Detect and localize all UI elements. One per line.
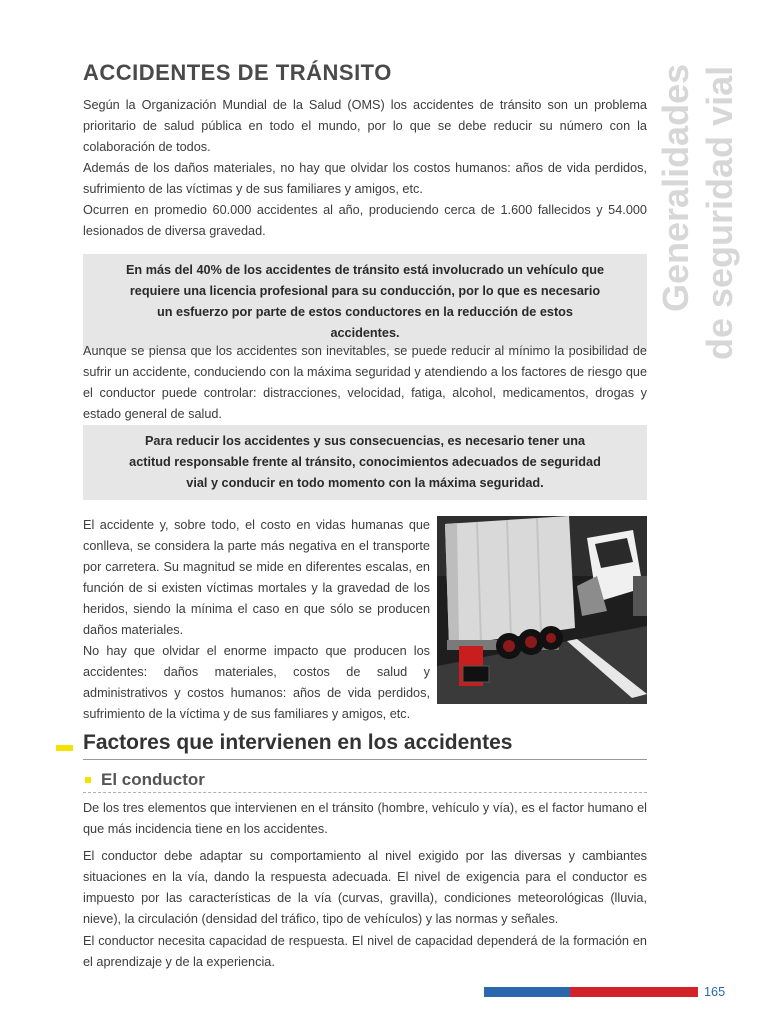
- truck-accident-photo: [437, 516, 647, 704]
- subsection-bullet: [85, 777, 91, 783]
- paragraph-human-cost: El accidente y, sobre todo, el costo en vidas humanas que conlleva, se considera la parte más negativa en el transporte por carretera. Su magnitud se mide en diferentes escalas, en función de si existen víctimas mortales y la gravedad de los heridos, siendo la mínima el caso en que sólo se producen daños materiales.: [83, 518, 430, 637]
- section-divider: [83, 759, 647, 760]
- side-section-title: [655, 48, 752, 368]
- intro-paragraph-1: Según la Organización Mundial de la Salud (OMS) los accidentes de tránsito son un problema prioritario de salud pública en todo el mundo, por lo que se debe reducir su número con la colaboración de todos.: [83, 98, 647, 154]
- callout-professional-license: En más del 40% de los accidentes de tránsito está involucrado un vehículo que requiere una licencia profesional para su conducción, por lo que es necesario un esfuerzo por parte de estos conductores en la reducción de estos accidentes.: [83, 254, 647, 350]
- paragraph-driver-behavior: El conductor debe adaptar su comportamiento al nivel exigido por las diversas y cambiantes situaciones en la vía, dando la respuesta adecuada. El nivel de exigencia para el conductor es impuesto por las características de la vía (curvas, gravilla), condiciones meteorológicas (lluvia, nieve), la circulación (densidad del tráfico, tipo de vehículos) y las normas y señales.: [83, 849, 647, 926]
- intro-paragraph-3: Ocurren en promedio 60.000 accidentes al año, produciendo cerca de 1.600 fallecidos y 54.000 lesionados de diversa gravedad.: [83, 203, 647, 238]
- subsection-title: El conductor: [101, 770, 205, 789]
- subsection-divider: [83, 792, 647, 793]
- footer-color-bar: [484, 987, 698, 997]
- side-title-line2: de seguridad vial: [699, 65, 740, 360]
- section-marker: [56, 745, 73, 751]
- intro-paragraph-2: Además de los daños materiales, no hay que olvidar los costos humanos: años de vida perdidos, sufrimiento de las víctimas y de sus familiares y amigos, etc.: [83, 161, 647, 196]
- callout-responsible-attitude: Para reducir los accidentes y sus consecuencias, es necesario tener una actitud responsable frente al tránsito, conocimientos adecuados de seguridad vial y conducir en todo momento con la máxima seguridad.: [83, 425, 647, 500]
- page-number: 165: [704, 985, 726, 999]
- side-title-line1: Generalidades: [655, 63, 696, 312]
- paragraph-impact: No hay que olvidar el enorme impacto que producen los accidentes: daños materiales, costos de salud y administrativos y costos humanos: años de vida perdidos, sufrimiento de la víctima y de sus familiares y amigos, etc.: [83, 644, 430, 721]
- section-title: Factores que intervienen en los accidentes: [83, 731, 513, 754]
- page-title: ACCIDENTES DE TRÁNSITO: [83, 60, 392, 85]
- paragraph-human-factor: De los tres elementos que intervienen en el tránsito (hombre, vehículo y vía), es el factor humano el que más incidencia tiene en los accidentes.: [83, 801, 647, 836]
- paragraph-response-capacity: El conductor necesita capacidad de respuesta. El nivel de capacidad dependerá de la formación en el aprendizaje y de la experiencia.: [83, 934, 647, 969]
- paragraph-risk-factors: Aunque se piensa que los accidentes son inevitables, se puede reducir al mínimo la posibilidad de sufrir un accidente, conduciendo con la máxima seguridad y atendiendo a los factores de riesgo que el conductor puede controlar: distracciones, velocidad, fatiga, alcohol, medicamentos, drogas y estado general de salud.: [83, 344, 647, 421]
